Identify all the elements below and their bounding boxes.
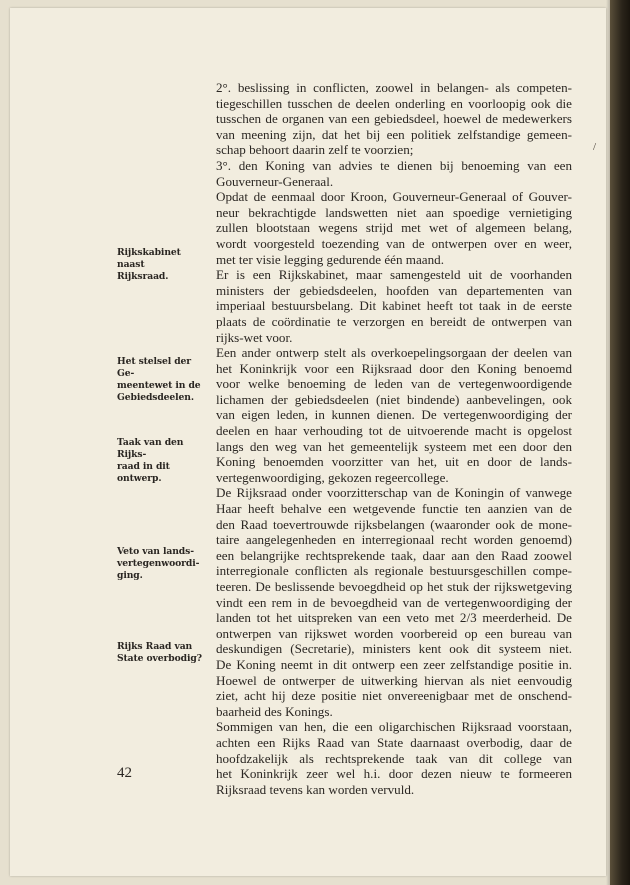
- text-line: zullen blootstaan wegens strijd met wet of algemeen belang,: [216, 220, 572, 236]
- text-line: imperiaal bestuursbelang. Dit kabinet heeft tot taak in de eerste: [216, 298, 572, 314]
- text-line: achten een Rijks Raad van State daarnaast overbodig, daar de: [216, 734, 572, 750]
- text-line: lichamen der gebiedsdeelen (niet bindende) aanbevelingen, ook: [216, 391, 572, 407]
- text-line: schap behoort daarin zelf te voorzien;: [216, 142, 414, 158]
- text-line: 3°. den Koning van advies te dienen bij benoeming van een: [216, 157, 572, 173]
- text-line: Gouverneur-Generaal.: [216, 173, 334, 189]
- text-line: Opdat de eenmaal door Kroon, Gouverneur-Generaal of Gouver-: [216, 189, 572, 205]
- text-line: Koning benoemden voorzitter van het, uit en door de lands-: [216, 454, 572, 470]
- page-number: 42: [117, 765, 132, 781]
- text-line: deelen en haar verhouding tot de uitvoerende macht is opgelost: [216, 423, 572, 439]
- text-line: met ter visie legging gedurende één maand.: [216, 251, 444, 267]
- text-line: plaats de coördinatie te verzorgen en bereidt de ontwerpen van: [216, 313, 572, 329]
- text-line: Een ander ontwerp stelt als overkoepelingsorgaan der deelen van: [216, 345, 572, 361]
- text-line: van eigen leden, in kunnen dienen. De vertegenwoordiging der: [216, 407, 572, 423]
- text-line: het Koninkrijk zeer wel h.i. door dezen nieuw te formeeren: [216, 766, 572, 782]
- text-line: teeren. De beslissende bevoegdheid op het stuk der rijkswetgeving: [216, 579, 572, 594]
- text-line: De Koning neemt in dit ontwerp een zeer zelfstandige positie in.: [216, 656, 572, 672]
- text-line: ministers der gebiedsdeelen, hoofden van departementen van: [216, 282, 572, 298]
- margin-mark: /: [593, 141, 597, 153]
- text-line: rijks-wet voor.: [216, 329, 293, 345]
- text-line: het Koninkrijk voor een Rijksraad door den Koning benoemd: [216, 360, 572, 376]
- text-line: 2°. beslissing in conflicten, zoowel in belangen- als competen-: [216, 80, 572, 95]
- text-line: landen tot het uitspreken van een veto met 2/3 meerderheid. De: [216, 610, 572, 626]
- text-line: Hoewel de ontwerper de uitwerking hiervan als niet eenvoudig: [216, 672, 572, 688]
- text-line: Rijksraad tevens kan worden vervuld.: [216, 781, 415, 797]
- text-line: De Rijksraad onder voorzitterschap van de Koningin of vanwege: [216, 485, 572, 501]
- sidenote-veto: Veto van lands- vertegenwoordi- ging.: [117, 546, 200, 581]
- sidenote-gemeentewet: Het stelsel der Ge- meentewet in de Gebiedsdeelen.: [117, 356, 201, 403]
- text-line: deskundigen (Secretarie), ministers kent ook dit systeem niet.: [216, 641, 572, 657]
- text-line: Er is een Rijkskabinet, maar samengesteld uit de voorhanden: [216, 267, 572, 283]
- text-line: vertegenwoordiging, gekozen regeercollege.: [216, 469, 449, 485]
- sidenote-rijkskabinet: Rijkskabinet naast Rijksraad.: [117, 247, 181, 282]
- body-text: [216, 80, 572, 797]
- sidenote-raad-van-state: Rijks Raad van State overbodig?: [117, 641, 202, 664]
- text-line: voor welke benoeming de leden van de vertegenwoordigende: [216, 376, 572, 392]
- text-line: ziet, acht hij deze positie niet onvereenigbaar met de onschend-: [216, 688, 572, 704]
- text-line: van meening zijn, dat het bij een politiek zelfstandige gemeen-: [216, 126, 572, 142]
- text-line: baarheid des Konings.: [216, 703, 333, 719]
- text-line: Haar heeft behalve een wetgevende functie ten aanzien van de: [216, 501, 572, 517]
- text-line: ontwerpen van rijkswet worden voorbereid op een bureau van: [216, 625, 572, 641]
- text-line: tusschen de organen van een gebiedsdeel, hoewel de medewerkers: [216, 111, 572, 127]
- sidenote-taak-rijksraad: Taak van den Rijks- raad in dit ontwerp.: [117, 437, 184, 484]
- text-line: een belangrijke rechtsprekende taak, daar aan den Raad zoowel: [216, 547, 572, 563]
- text-line: taire aangelegenheden en interregionaal recht worden genoemd): [216, 532, 572, 548]
- text-line: Sommigen van hen, die een oligarchischen Rijksraad voorstaan,: [216, 719, 572, 735]
- text-line: interregionale conflicten als regionale bestuursgeschillen compe-: [216, 563, 572, 579]
- text-line: neur bekrachtigde landswetten niet aan spoedige vernietiging: [216, 204, 572, 220]
- text-line: den Raad toevertrouwde rijksbelangen (waaronder ook de mone-: [216, 516, 572, 532]
- book-spine: [610, 0, 630, 885]
- text-line: vindt een rem in de bevoegdheid van de vertegenwoordiging der: [216, 594, 572, 610]
- text-line: wordt voorgesteld toezending van de ontwerpen over en weer,: [216, 235, 572, 251]
- text-line: hoofdzakelijk als rechtsprekende taak van dit college van: [216, 750, 572, 766]
- text-line: tiegeschillen tusschen de deelen onderling en voorloopig ook die: [216, 95, 572, 111]
- text-line: langs den weg van het gemeentelijk systeem met een door den: [216, 438, 572, 454]
